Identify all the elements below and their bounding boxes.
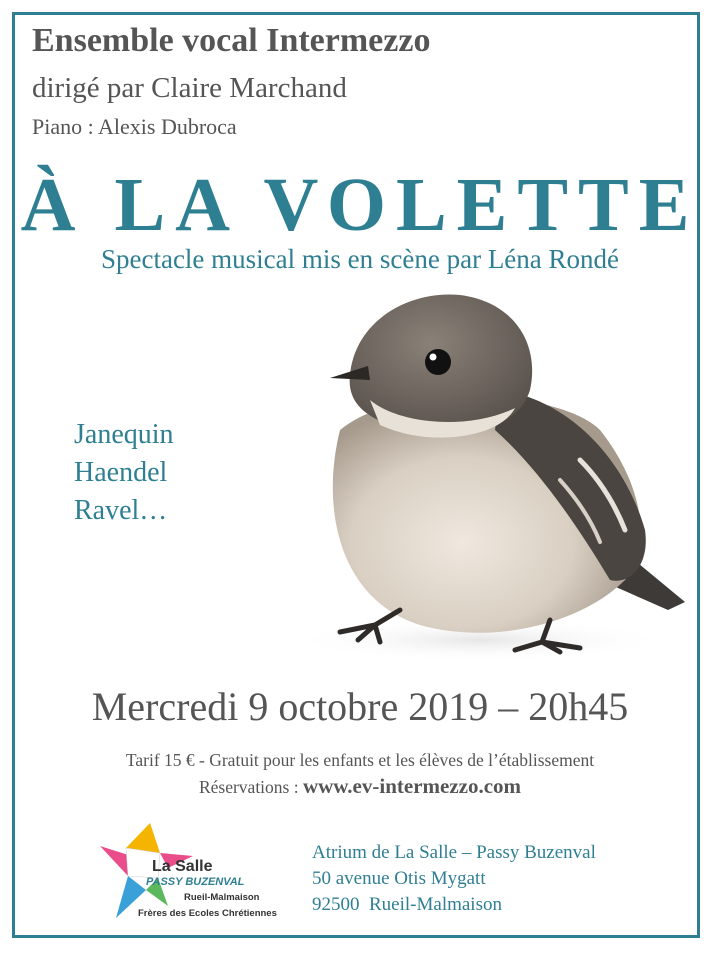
composer-item: Haendel [74,457,168,488]
pricing-info: Tarif 15 € - Gratuit pour les enfants et les élèves de l’établissement [125,750,595,770]
composer-item: Janequin [74,419,174,450]
logo-name: La Salle [152,858,213,875]
logo-subname: PASSY BUZENVAL [146,876,245,888]
event-datetime: Mercredi 9 octobre 2019 – 20h45 [91,684,629,729]
director-line: dirigé par Claire Marchand [32,72,347,104]
address-line-2: 50 avenue Otis Mygatt [312,868,486,889]
address-line-1: Atrium de La Salle – Passy Buzenval [312,842,596,863]
reservations-line [0,774,720,799]
piano-line: Piano : Alexis Dubroca [32,114,237,139]
composer-item: Ravel… [74,495,168,526]
venue-address [312,840,596,918]
school-logo [98,818,278,928]
logo-tagline: Frères des Ecoles Chrétiennes [138,908,277,919]
composers-list [74,416,174,530]
ensemble-name: Ensemble vocal Intermezzo [32,22,431,59]
reservations-label: Réservations : [198,777,303,797]
bird-illustration [280,280,700,680]
show-subtitle: Spectacle musical mis en scène par Léna Rondé [100,244,620,274]
logo-city: Rueil-Malmaison [184,892,260,903]
reservations-url[interactable]: www.ev-intermezzo.com [302,774,522,798]
show-title: À LA VOLETTE [20,163,700,247]
address-line-3: 92500 Rueil-Malmaison [312,894,502,915]
